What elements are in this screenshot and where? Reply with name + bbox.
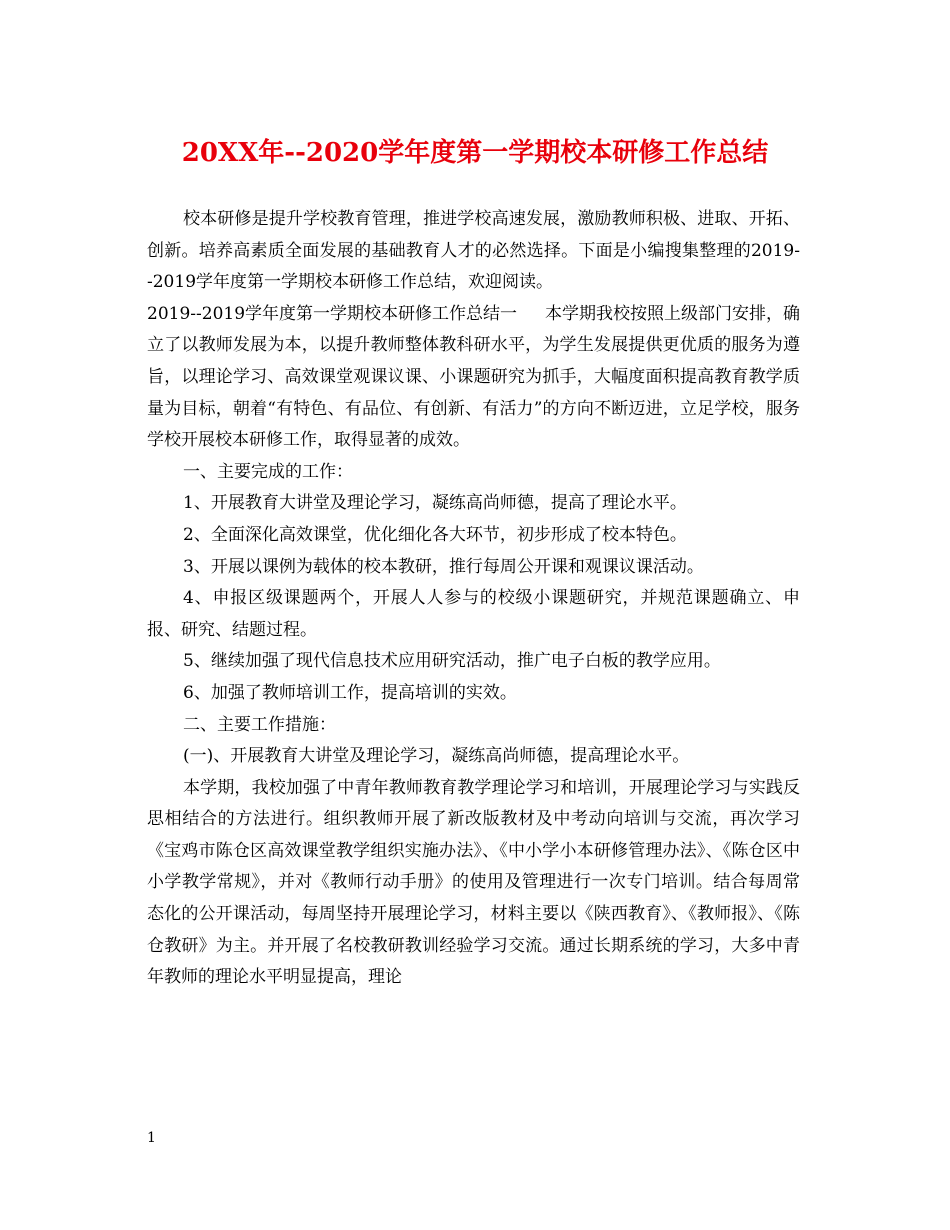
list-item: 4、申报区级课题两个，开展人人参与的校级小课题研究，并规范课题确立、申报、研究、结题过程。 — [147, 588, 800, 640]
page-number: 1 — [147, 1130, 156, 1146]
list-item: 2、全面深化高效课堂，优化细化各大环节，初步形成了校本特色。 — [183, 524, 687, 545]
document-title: 20XX年--2020学年度第一学期校本研修工作总结 — [181, 138, 769, 168]
intro-paragraph: 校本研修是提升学校教育管理，推进学校高速发展，激励教师积极、进取、开拓、创新。培养高素质全面发展的基础教育人才的必然选择。下面是小编搜集整理的2019--2019学年度第一学期校本研修工作总结，欢迎阅读。 — [147, 209, 800, 293]
list-item: 5、继续加强了现代信息技术应用研究活动，推广电子白板的教学应用。 — [183, 651, 721, 672]
measure-heading: (一)、开展教育大讲堂及理论学习，凝练高尚师德，提高理论水平。 — [183, 746, 690, 767]
list-item: 3、开展以课例为载体的校本教研，推行每周公开课和观课议课活动。 — [183, 556, 704, 577]
part-one-heading: 一、主要完成的工作： — [183, 461, 353, 482]
section-heading-paragraph — [147, 299, 800, 457]
list-item: 6、加强了教师培训工作，提高培训的实效。 — [183, 682, 517, 703]
section-heading: 2019--2019学年度第一学期校本研修工作总结一 — [147, 303, 518, 324]
part-two-heading: 二、主要工作措施： — [183, 714, 336, 735]
first-paragraph: 本学期我校按照上级部门安排，确立了以教师发展为本，以提升教师整体教科研水平，为学生发展提供更优质的服务为遵旨，以理论学习、高效课堂观课议课、小课题研究为抓手，大幅度面积提高教育教学质量为目标，朝着“有特色、有品位、有创新、有活力”的方向不断迈进，立足学校，服务学校开展校本研修工作，取得显著的成效。 — [147, 303, 801, 451]
document-body — [147, 204, 800, 994]
list-item: 1、开展教育大讲堂及理论学习，凝练高尚师德，提高了理论水平。 — [183, 493, 687, 514]
measure-body: 本学期，我校加强了中青年教师教育教学理论学习和培训，开展理论学习与实践反思相结合的方法进行。组织教师开展了新改版教材及中考动向培训与交流，再次学习《宝鸡市陈仓区高效课堂教学组织实施办法》、《中小学小本研修管理办法》、《陈仓区中小学教学常规》，并对《教师行动手册》的使用及管理进行一次专门培训。结合每周常态化的公开课活动，每周坚持开展理论学习，材料主要以《陕西教育》、《教师报》、《陈仓教研》为主。并开展了名校教研教训经验学习交流。通过长期系统的学习，大多中青年教师的理论水平明显提高，理论 — [147, 777, 800, 988]
